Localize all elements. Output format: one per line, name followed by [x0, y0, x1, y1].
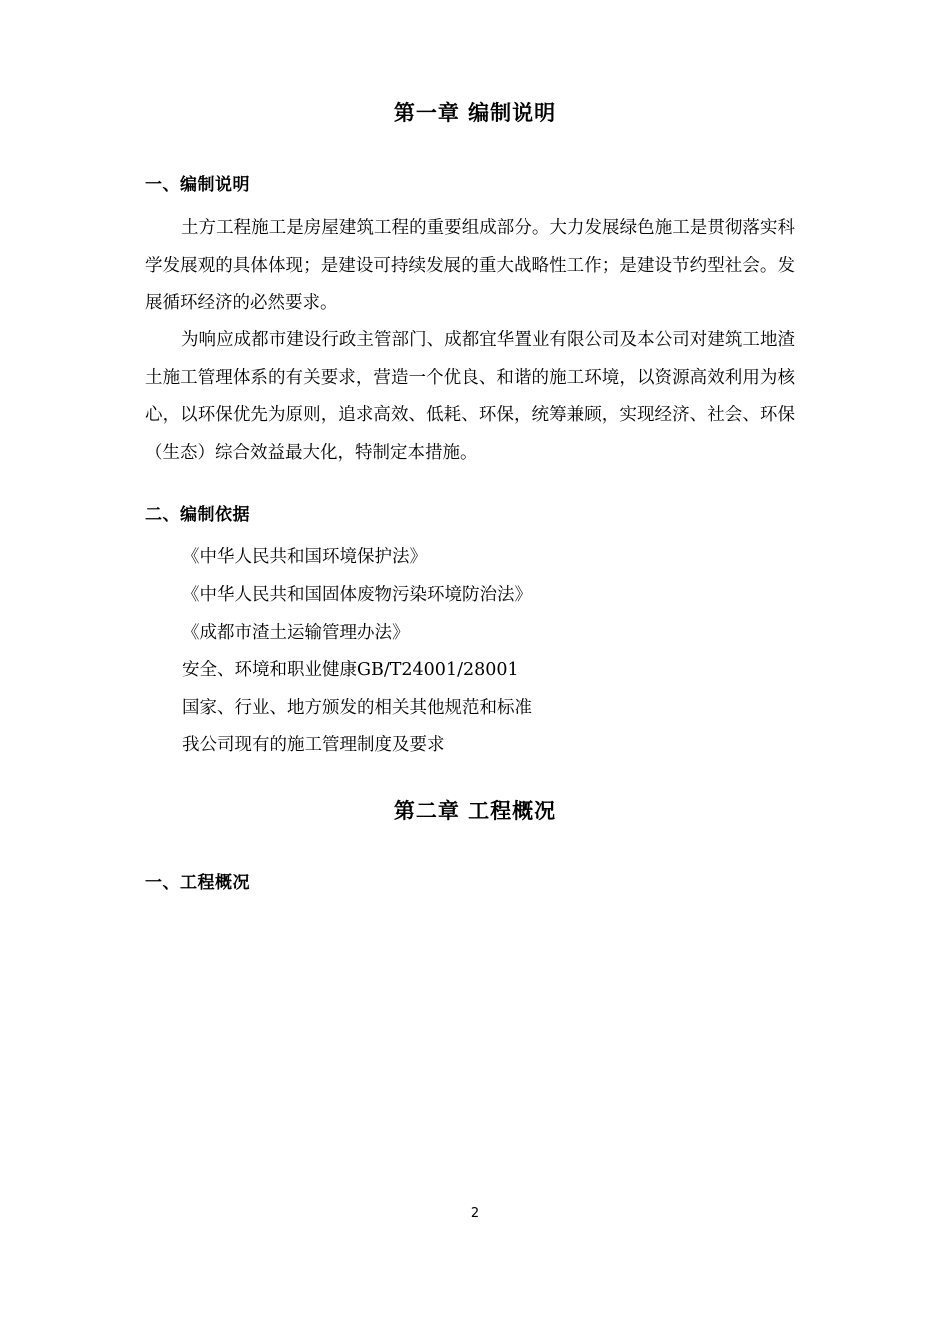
- paragraph-response-requirements: 为响应成都市建设行政主管部门、成都宜华置业有限公司及本公司对建筑工地渣土施工管理体系的有关要求，营造一个优良、和谐的施工环境，以资源高效利用为核心，以环保优先为原则，追求高效、低耗、环保，统筹兼顾，实现经济、社会、环保（生态）综合效益最大化，特制定本措施。: [145, 330, 795, 463]
- reference-item: 《成都市渣土运输管理办法》: [182, 623, 410, 643]
- chapter-2-title: 第二章 工程概况: [393, 799, 557, 823]
- reference-item: 《中华人民共和国环境保护法》: [182, 547, 427, 567]
- page-number: 2: [470, 1206, 480, 1221]
- section-heading-compilation-notes: 一、编制说明: [145, 175, 250, 195]
- reference-item: 我公司现有的施工管理制度及要求: [182, 735, 445, 755]
- section-heading-project-overview: 一、工程概况: [145, 873, 250, 893]
- reference-item: 安全、环境和职业健康GB/T24001/28001: [182, 660, 519, 680]
- section-heading-compilation-basis: 二、编制依据: [145, 505, 250, 525]
- reference-item: 《中华人民共和国固体废物污染环境防治法》: [182, 585, 532, 605]
- reference-item: 国家、行业、地方颁发的相关其他规范和标准: [182, 698, 532, 718]
- paragraph-green-construction: 土方工程施工是房屋建筑工程的重要组成部分。大力发展绿色施工是贯彻落实科学发展观的具体体现；是建设可持续发展的重大战略性工作；是建设节约型社会。发展循环经济的必然要求。: [145, 218, 795, 313]
- chapter-1-title: 第一章 编制说明: [393, 101, 557, 125]
